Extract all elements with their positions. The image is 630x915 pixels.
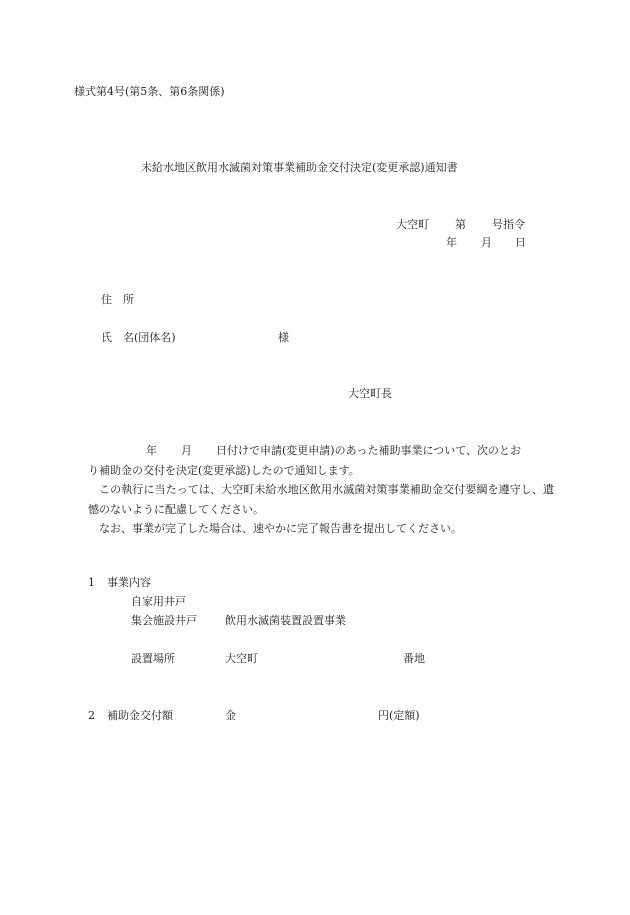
section-1-number: 1 [88, 576, 95, 589]
document-title: 未給水地区飲用水滅菌対策事業補助金交付決定(変更承認)通知書 [141, 161, 458, 174]
amount-kin: 金 [225, 709, 236, 722]
amount-yen: 円(定額) [378, 709, 420, 722]
body-paragraph-2: この執行に当たっては、大空町未給水地区飲用水滅菌対策事業補助金交付要綱を遵守し、遺憾のないように配慮してください。 [88, 483, 554, 516]
body-line-1-text: 日付けで申請(変更申請)のあった補助事業について、次のとお [216, 444, 522, 457]
ref-dai: 第 [455, 218, 466, 231]
project-name: 飲用水滅菌装置設置事業 [225, 614, 346, 627]
address-label: 住 所 [101, 293, 134, 306]
item-private-well: 自家用井戸 [131, 595, 186, 608]
date-day: 日 [515, 236, 526, 249]
location-town: 大空町 [225, 652, 258, 665]
location-banchi: 番地 [403, 652, 425, 665]
item-facility-well: 集会施設井戸 [131, 614, 197, 627]
issuer: 大空町長 [348, 387, 392, 400]
date-year: 年 [446, 236, 457, 249]
name-label: 氏 名(団体名) [101, 331, 176, 344]
form-number: 様式第4号(第5条、第6条関係) [74, 85, 225, 98]
body-line-2: り補助金の交付を決定(変更承認)したので通知します。 [88, 463, 360, 477]
honorific: 様 [278, 331, 289, 344]
location-label: 設置場所 [131, 652, 175, 665]
section-1-heading: 事業内容 [107, 576, 151, 589]
section-2-heading: 補助金交付額 [107, 709, 173, 722]
date-month: 月 [481, 236, 492, 249]
ref-office: 大空町 [396, 218, 429, 231]
body-month: 月 [181, 444, 192, 457]
body-line-1 [88, 441, 554, 461]
section-2-number: 2 [88, 709, 95, 722]
body-paragraph-3: なお、事業が完了した場合は、速やかに完了報告書を提出してください。 [99, 522, 462, 535]
ref-go-shirei: 号指令 [492, 218, 525, 231]
body-year: 年 [146, 444, 157, 457]
notice-body [88, 441, 554, 539]
